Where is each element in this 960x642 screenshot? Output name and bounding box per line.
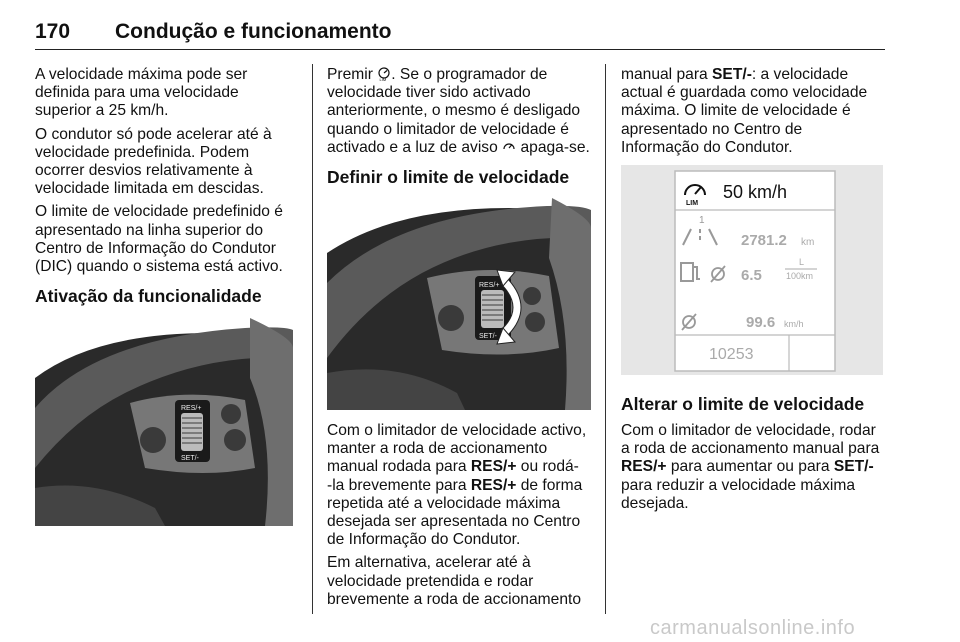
wheel-label-res: RES/+ [181, 405, 202, 412]
heading-activation: Ativação da funcionalidade [35, 286, 262, 307]
text-line: actual é guardada como velocidade [621, 84, 868, 102]
trip-index: 1 [699, 215, 705, 226]
text-line: quando o limitador de velocidade é [327, 120, 569, 138]
cruise-warning-light-icon [502, 140, 516, 154]
text-line: velocidade predefinida. Podem [35, 143, 250, 161]
text-line: manual rodada para RES/+ ou rodá- [327, 458, 579, 476]
text-line: a roda de accionamento manual para [621, 440, 880, 458]
column-2 [327, 66, 590, 187]
text-line: apresentado no Centro de [621, 120, 803, 138]
heading-set-limit: Definir o limite de velocidade [327, 167, 570, 188]
text-line: repetida até a velocidade máxima [327, 494, 561, 512]
text-line: activado e a luz de aviso apaga-se. [327, 138, 590, 156]
text-line: velocidade limitada em descidas. [35, 180, 264, 198]
column-divider-2 [605, 64, 606, 614]
text-line: Com o limitador de velocidade, rodar [621, 422, 876, 439]
text-line: velocidade tiver sido activado [327, 84, 531, 102]
watermark: carmanualsonline.info [650, 617, 856, 639]
text-line: desejada. [621, 494, 689, 512]
paragraph-limit-display [35, 203, 283, 276]
wheel-label-set: SET/- [479, 333, 497, 340]
page-title: Condução e funcionamento [115, 20, 392, 43]
consumption-value: 6.5 [741, 267, 762, 284]
speed-limiter-icon [377, 67, 391, 81]
text-line: definida para uma velocidade [35, 84, 239, 102]
text-line: para reduzir a velocidade máxima [621, 476, 856, 494]
header-rule [35, 49, 885, 50]
consumption-unit-top: L [799, 257, 805, 267]
svg-text:LIM: LIM [379, 77, 387, 81]
text-line: Com o limitador de velocidade activo, [327, 422, 587, 439]
column-3-lower [621, 394, 879, 518]
page-header [35, 20, 885, 48]
wheel-label-res: RES/+ [479, 282, 500, 289]
text-line: brevemente a roda de accionamento [327, 590, 581, 608]
text-line: ocorrer desvios relativamente à [35, 162, 253, 180]
text-line: velocidade pretendida e rodar [327, 572, 534, 590]
odometer: 10253 [709, 346, 754, 363]
paragraph-max-speed [35, 66, 283, 121]
paragraph-press-button [327, 66, 590, 157]
column-divider-1 [312, 64, 313, 614]
paragraph-set-button [621, 66, 867, 157]
text-line: RES/+ para aumentar ou para SET/- [621, 458, 874, 476]
steering-wheel-figure-2 [327, 198, 591, 410]
dic-display-figure [621, 165, 883, 375]
dic-speed-limit: 50 km/h [723, 182, 788, 202]
text-line: máxima. O limite de velocidade é [621, 102, 851, 120]
heading-change-limit: Alterar o limite de velocidade [621, 394, 865, 414]
text-line: O condutor só pode acelerar até à [35, 125, 272, 143]
paragraph-hold-wheel [327, 422, 586, 549]
paragraph-accelerate [35, 126, 283, 199]
text-line: de Informação do Condutor. [327, 531, 521, 549]
consumption-unit-bottom: 100km [786, 271, 814, 281]
lim-label: LIM [686, 200, 699, 207]
text-line: manter a roda de accionamento [327, 440, 548, 458]
column-3 [621, 66, 867, 162]
text-line: apresentado na linha superior do [35, 221, 264, 239]
paragraph-alternative [327, 554, 586, 609]
text-line: Premir LIM . Se o programador de [327, 66, 548, 83]
text-line: anteriormente, o mesmo é desligado [327, 102, 581, 120]
text-line: Informação do Condutor. [621, 138, 793, 156]
text-line: (DIC) quando o sistema está activo. [35, 258, 283, 276]
paragraph-change-limit [621, 422, 879, 513]
avg-speed-unit: km/h [784, 319, 804, 329]
text-line: superior a 25 km/h. [35, 102, 169, 120]
page-number: 170 [35, 20, 71, 43]
text-line: -la brevemente para RES/+ de forma [327, 476, 583, 494]
text-line: O limite de velocidade predefinido é [35, 203, 283, 221]
steering-wheel-figure-1 [35, 318, 293, 526]
text-line: Centro de Informação do Condutor [35, 239, 276, 257]
text-line: desejada ser apresentada no Centro [327, 513, 581, 531]
wheel-label-set: SET/- [181, 455, 199, 462]
column-1 [35, 66, 283, 306]
text-line: manual para SET/-: a velocidade [621, 66, 849, 83]
text-line: A velocidade máxima pode ser [35, 66, 248, 83]
trip-value: 2781.2 [741, 232, 787, 249]
avg-speed-value: 99.6 [746, 314, 776, 331]
column-2-lower [327, 422, 586, 614]
text-line: Em alternativa, acelerar até à [327, 554, 531, 572]
trip-unit: km [801, 237, 815, 248]
